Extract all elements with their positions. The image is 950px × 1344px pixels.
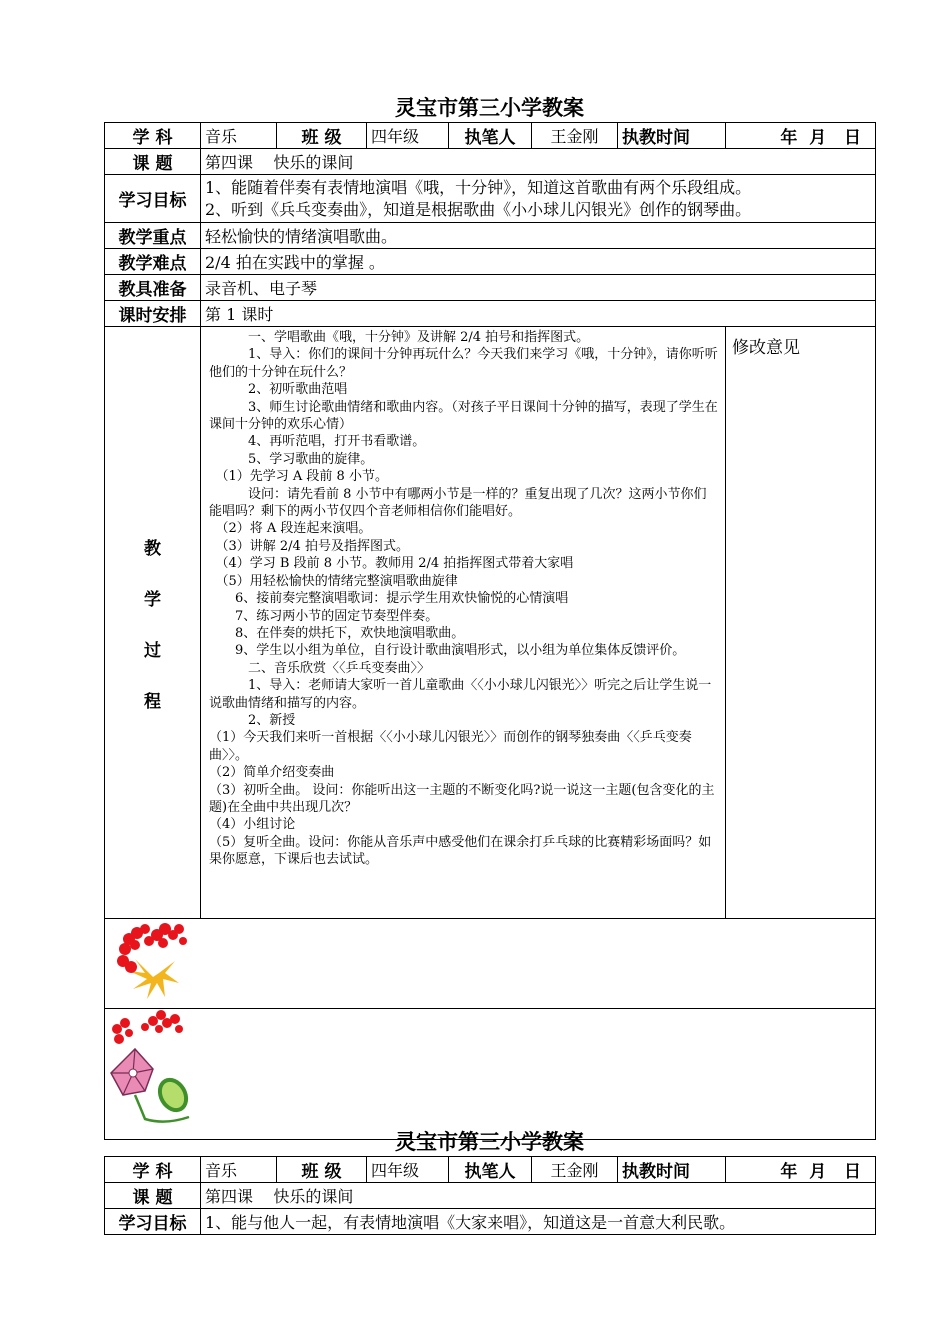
subject-value: 音乐 [201,1157,277,1183]
page-title: 灵宝市第三小学教案 [395,95,584,120]
process-step: （3）讲解 2/4 拍号及指挥图式。 [215,538,409,554]
subject-label: 学 科 [105,123,201,149]
process-step: 二、音乐欣赏〈〈乒乓变奏曲〉〉 [248,660,431,676]
process-step: （1）先学习 A 段前 8 小节。 [215,469,388,485]
process-step: 9、学生以小组为单位，自行设计歌曲演唱形式，以小组为单位集体反馈评价。 [235,643,686,659]
class-value: 四年级 [367,1157,449,1183]
process-step: 6、接前奏完整演唱歌词：提示学生用欢快愉悦的心情演唱 [235,591,569,607]
date-value: 年 月 日 [726,123,876,149]
process-step: 1、导入：老师请大家听一首儿童歌曲〈〈小小球儿闪银光〉〉听完之后让学生说一说歌曲情绪和描写的内容。 [209,678,712,711]
subject-value: 音乐 [201,123,277,149]
focus-value: 轻松愉快的情绪演唱歌曲。 [201,223,876,249]
topic-label: 课 题 [105,149,201,175]
goal-item: 1、能随着伴奏有表情地演唱《哦，十分钟》，知道这首歌曲有两个乐段组成。 [205,177,752,197]
goal-item: 2、听到《兵乓变奏曲》，知道是根据歌曲《小小球儿闪银光》创作的钢琴曲。 [205,199,752,219]
process-step: 8、在伴奏的烘托下，欢快地演唱歌曲。 [235,625,465,641]
date-value: 年 月 日 [726,1157,876,1183]
goals-label: 学习目标 [105,1209,201,1235]
goals-list [201,175,876,223]
process-step: （4）学习 B 段前 8 小节。教师用 2/4 拍指挥图式带着大家唱 [215,556,574,572]
process-step: 5、学习歌曲的旋律。 [248,451,374,467]
process-step: 一、学唱歌曲《哦，十分钟》及讲解 2/4 拍号和指挥图式。 [248,330,590,345]
author-value: 王金刚 [532,123,618,149]
tools-label: 教具准备 [105,275,201,301]
red-flowers-yellow-leaf-icon [105,919,195,1004]
class-label: 班 级 [277,1157,367,1183]
topic-value: 第四课 快乐的课间 [201,1183,876,1209]
goals-label: 学习目标 [105,175,201,223]
process-step: （4）小组讨论 [209,817,296,833]
process-step: 1、导入：你们的课间十分钟再玩什么？今天我们来学习《哦，十分钟》，请你听听他们的十分钟在玩什么？ [209,347,718,380]
process-step: 2、初听歌曲范唱 [248,382,348,398]
tools-value: 录音机、电子琴 [201,275,876,301]
process-step: （3）初听全曲。 设问：你能听出这一主题的不断变化吗?说一说这一主题(包含变化的主题)在全曲中共出现几次？ [209,782,715,815]
remark-label: 修改意见 [726,327,876,919]
class-value: 四年级 [367,123,449,149]
process-step: （2）将 A 段连起来演唱。 [215,521,372,537]
process-step: （5）复听全曲。设问：你能从音乐声中感受他们在课余打乒乓球的比赛精彩场面吗？如果你愿意，下课后也去试试。 [209,834,712,868]
topic-label: 课 题 [105,1183,201,1209]
process-step: 4、再听范唱，打开书看歌谱。 [248,434,426,450]
schedule-value: 第 1 课时 [201,301,876,327]
process-step: 7、练习两小节的固定节奏型伴奏。 [235,608,439,624]
focus-label: 教学重点 [105,223,201,249]
topic-value: 第四课 快乐的课间 [201,149,876,175]
process-step: （5）用轻松愉快的情绪完整演唱歌曲旋律 [215,573,458,589]
lesson-plan-table-1 [104,122,876,1140]
page-title-2: 灵宝市第三小学教案 [395,1129,584,1154]
process-step: （1）今天我们来听一首根据〈〈小小球儿闪银光〉〉而创作的钢琴独奏曲〈〈乒乓变奏曲〉〉。 [209,730,692,763]
difficulty-label: 教学难点 [105,249,201,275]
time-label: 执教时间 [618,123,726,149]
process-step: （2）简单介绍变奏曲 [209,765,335,781]
author-value: 王金刚 [532,1157,618,1183]
subject-label: 学 科 [105,1157,201,1183]
goal-item: 1、能与他人一起，有表情地演唱《大家来唱》，知道这是一首意大利民歌。 [201,1209,876,1235]
difficulty-value: 2/4 拍在实践中的掌握 。 [201,249,876,275]
author-label: 执笔人 [449,123,532,149]
decoration-row-1 [105,919,876,1009]
author-label: 执笔人 [449,1157,532,1183]
decoration-row-2 [105,1009,876,1140]
morning-glory-icon [105,1009,205,1135]
lesson-plan-table-2 [104,1156,876,1235]
schedule-label: 课时安排 [105,301,201,327]
process-step: 3、师生讨论歌曲情绪和歌曲内容。（对孩子平日课间十分钟的描写，表现了学生在课间十分钟的欢乐心情） [209,399,718,433]
process-label: 教 学 过 程 [105,327,201,919]
process-step: 设问：请先看前 8 小节中有哪两小节是一样的？重复出现了几次？这两小节你们能唱吗？剩下的两小节仅四个音老师相信你们能唱好。 [209,486,707,520]
class-label: 班 级 [277,123,367,149]
process-content [201,327,726,919]
process-step: 2、新授 [248,712,296,728]
time-label: 执教时间 [618,1157,726,1183]
